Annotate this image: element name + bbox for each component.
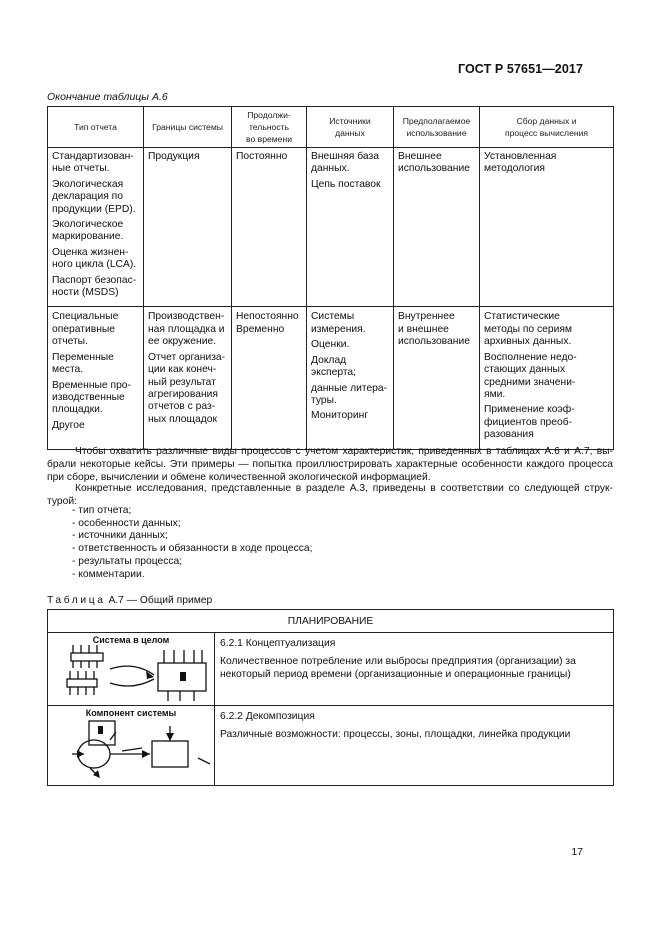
- table-a6-header-cell: Продолжи- тельность во времени: [232, 107, 307, 148]
- table-a6-header-cell: Предполагаемое использование: [394, 107, 480, 148]
- planning-header: ПЛАНИРОВАНИЕ: [48, 610, 614, 633]
- cell-paragraph: Отчет организа- ции как конеч- ный результат агрегирования отчетов с раз- ных площадок: [148, 351, 226, 425]
- table-a7-caption: [47, 595, 212, 606]
- system-component-diagram: [48, 706, 214, 785]
- cell-paragraph: Экологическое маркирование.: [52, 219, 124, 243]
- list-item: - источники данных;: [72, 530, 312, 543]
- cell-paragraph: Оценка жизнен- ного цикла (LCA).: [52, 246, 137, 271]
- cell-paragraph: Цепь поставок: [311, 178, 381, 190]
- document-header: ГОСТ Р 57651—2017: [457, 62, 583, 76]
- body-paragraph-2: Конкретные исследования, представленные в разделе А.3, приведены в соответствии со следующей струк-турой:: [47, 483, 613, 507]
- structure-list: [72, 505, 312, 581]
- table-cell: [307, 307, 393, 429]
- cell-paragraph: Переменные места.: [52, 351, 114, 376]
- cell-paragraph: Другое: [52, 419, 85, 431]
- table-cell: [394, 148, 479, 183]
- decomposition-heading: 6.2.2 Декомпозиция: [220, 711, 315, 722]
- list-item: - особенности данных;: [72, 518, 312, 531]
- table-cell: [144, 307, 231, 433]
- cell-paragraph: Экологическая декларация по продукции (EPD).: [52, 178, 136, 215]
- decomposition-text: Различные возможности: процессы, зоны, площадки, линейка продукции: [220, 729, 571, 740]
- diagram-title: Компонент системы: [85, 708, 177, 718]
- decomposition-cell: [215, 706, 614, 786]
- diagram-title: Система в целом: [92, 635, 170, 645]
- concept-heading: 6.2.1 Концептуализация: [220, 638, 336, 649]
- list-item: - комментарии.: [72, 569, 312, 582]
- table-row: [48, 148, 614, 307]
- cell-paragraph: Непостоянно Временно: [236, 311, 299, 335]
- cell-paragraph: Стандартизован- ные отчеты.: [52, 151, 134, 175]
- cell-paragraph: Оценки.: [311, 339, 350, 351]
- table-a6: [47, 106, 614, 450]
- table-a7: [47, 609, 614, 786]
- table-a6-header-cell: Источники данных: [307, 107, 394, 148]
- table-cell: [144, 148, 231, 170]
- concept-cell: [215, 633, 614, 706]
- cell-paragraph: Продукция: [148, 151, 200, 162]
- concept-text: Количественное потребление или выбросы предприятия (организации) за некоторый период времени (организационные и операционные границы): [220, 656, 576, 680]
- list-item: - результаты процесса;: [72, 556, 312, 569]
- cell-paragraph: Установленная методология: [484, 151, 557, 175]
- table-row: [48, 307, 614, 449]
- table-cell: [232, 148, 306, 170]
- cell-paragraph: Восполнение недо- стающих данных средними значени- ями.: [484, 351, 577, 400]
- table-a6-header-cell: Тип отчета: [48, 107, 144, 148]
- cell-paragraph: Внешнее использование: [398, 151, 470, 175]
- list-item: - тип отчета;: [72, 505, 312, 518]
- cell-paragraph: Постоянно: [236, 151, 288, 162]
- diagram-cell: [48, 633, 215, 706]
- table-cell: [480, 148, 613, 183]
- cell-paragraph: данные литера- туры.: [311, 382, 388, 406]
- cell-paragraph: Системы измерения.: [311, 311, 366, 335]
- table-cell: [232, 307, 306, 343]
- cell-paragraph: Производствен- ная площадка и ее окружение.: [148, 311, 225, 348]
- table-a7-caption-rest: А.7 — Общий пример: [105, 595, 213, 606]
- system-whole-diagram: [48, 633, 214, 705]
- cell-paragraph: Внешняя база данных.: [311, 151, 379, 175]
- cell-paragraph: Мониторинг: [311, 410, 369, 422]
- body-paragraph-1: Чтобы охватить различные виды процессов с учетом характеристик, приведенных в таблицах А.6 и А.7, вы-брали некоторые кейсы. Эти примеры — попытка проиллюстрировать характерные особенности каждого процесса при сборе, вычислении и обмене количественной экологической информацией.: [47, 446, 613, 483]
- list-item: - ответственность и обязанности в ходе процесса;: [72, 543, 312, 556]
- table-a7-caption-prefix: Таблица: [47, 595, 106, 606]
- table-cell: [394, 307, 479, 355]
- cell-paragraph: Паспорт безопас- ности (MSDS): [52, 274, 137, 299]
- page-number: 17: [571, 846, 583, 858]
- diagram-cell: [48, 706, 215, 786]
- cell-paragraph: Статистические методы по сериям архивных данных.: [484, 311, 573, 348]
- table-a6-header-cell: Границы системы: [144, 107, 232, 148]
- cell-paragraph: Применение коэф- фициентов преоб- разования: [484, 404, 575, 441]
- table-a6-header-cell: Сбор данных и процесс вычисления: [480, 107, 614, 148]
- cell-paragraph: Внутреннее и внешнее использование: [398, 311, 470, 348]
- table-a6-header-row: [48, 107, 614, 148]
- table-cell: [48, 148, 143, 306]
- cell-paragraph: Специальные оперативные отчеты.: [52, 311, 119, 348]
- table-cell: [480, 307, 613, 448]
- cell-paragraph: Временные про- изводственные площадки.: [52, 379, 131, 416]
- table-cell: [48, 307, 143, 439]
- table-cell: [307, 148, 393, 198]
- table-a6-caption: Окончание таблицы А.6: [47, 91, 168, 103]
- cell-paragraph: Доклад эксперта;: [311, 354, 357, 379]
